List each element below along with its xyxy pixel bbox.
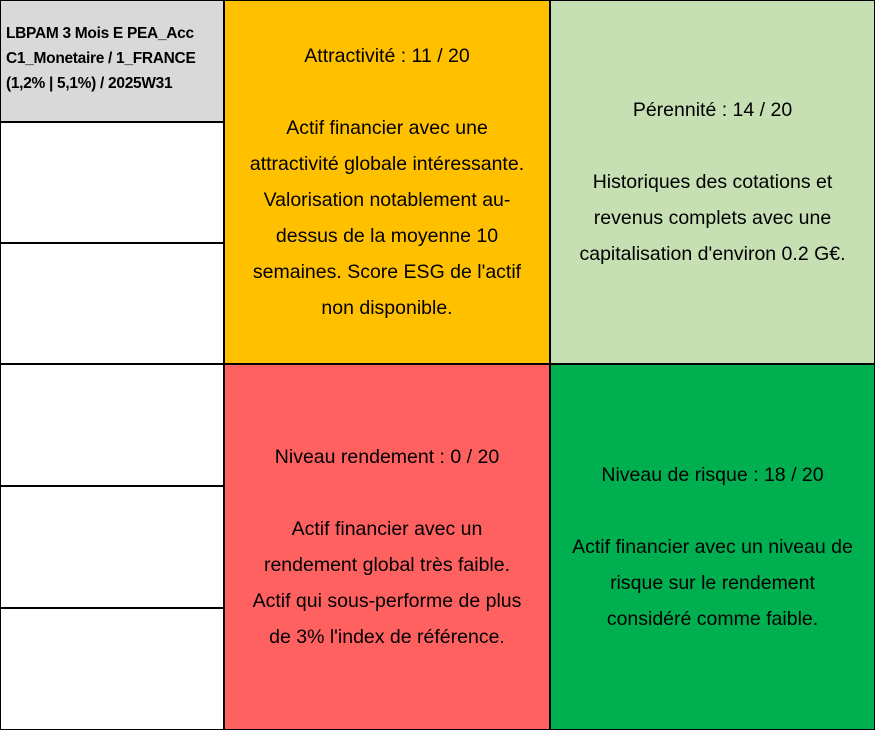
description-line: attractivité globale intéressante.: [249, 153, 525, 175]
asset-title-line: LBPAM 3 Mois E PEA_Acc: [6, 25, 194, 42]
empty-cell: [0, 122, 224, 243]
description-line: semaines. Score ESG de l'actif: [252, 261, 522, 283]
risque-description: [572, 529, 853, 637]
description-line: Actif financier avec un: [291, 518, 483, 540]
description-line: dessus de la moyenne 10: [275, 225, 499, 247]
risque-heading: Niveau de risque : 18 / 20: [601, 464, 824, 486]
description-line: risque sur le rendement: [610, 572, 815, 594]
rendement-heading: Niveau rendement : 0 / 20: [274, 446, 500, 468]
description-line: rendement global très faible.: [263, 554, 511, 576]
description-line: revenus complets avec une: [593, 207, 832, 229]
description-line: non disponible.: [321, 297, 453, 319]
description-line: considéré comme faible.: [606, 608, 819, 630]
description-line: de 3% l'index de référence.: [269, 626, 505, 648]
perennite-panel: [550, 0, 875, 364]
description-line: Actif financier avec un niveau de: [572, 536, 853, 558]
asset-title-line: (1,2% | 5,1%) / 2025W31: [6, 75, 173, 92]
perennite-description: [579, 164, 845, 272]
perennite-heading: Pérennité : 14 / 20: [632, 99, 793, 121]
description-line: Historiques des cotations et: [592, 171, 833, 193]
rendement-panel: [224, 364, 550, 730]
description-line: Valorisation notablement au-: [263, 189, 511, 211]
asset-title-line: C1_Monetaire / 1_FRANCE: [6, 50, 196, 67]
empty-cell: [0, 608, 224, 730]
attractivite-heading: Attractivité : 11 / 20: [304, 45, 470, 67]
description-line: Actif financier avec une: [286, 117, 488, 139]
empty-cell: [0, 486, 224, 608]
empty-cell: [0, 364, 224, 486]
description-line: Actif qui sous-performe de plus: [252, 590, 522, 612]
attractivite-panel: [224, 0, 550, 364]
asset-title-cell: [0, 0, 224, 122]
risque-panel: [550, 364, 875, 730]
attractivite-description: [250, 110, 524, 326]
description-line: capitalisation d'environ 0.2 G€.: [579, 243, 846, 265]
rendement-description: [253, 511, 522, 655]
empty-cell: [0, 243, 224, 364]
